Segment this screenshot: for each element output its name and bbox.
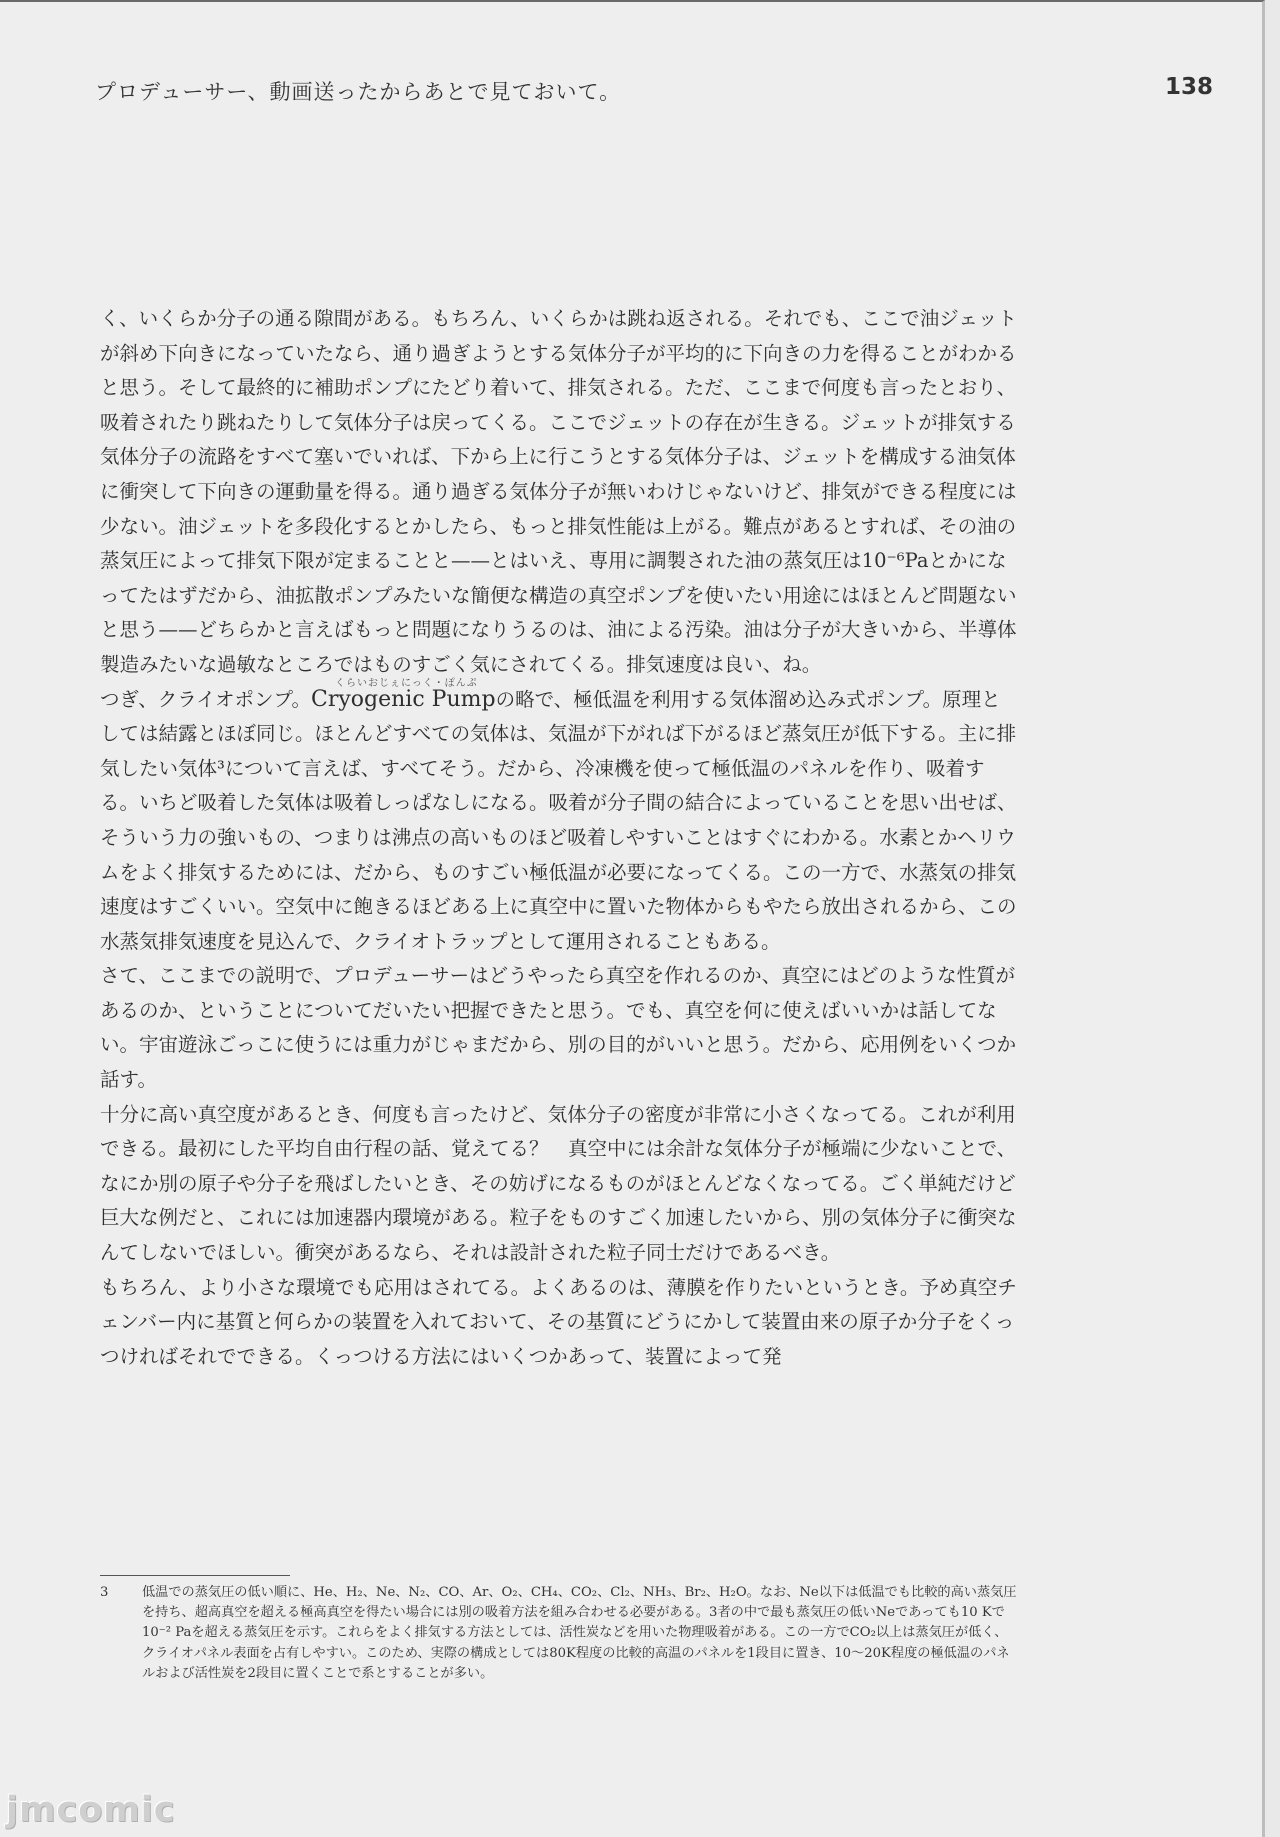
paragraph-1: く、いくらか分子の通る隙間がある。もちろん、いくらかは跳ね返される。それでも、ここで油ジェットが斜め下向きになっていたなら、通り過ぎようとする気体分子が平均的に下向きの力を得ることがわかると思う。そして最終的に補助ポンプにたどり着いて、排気される。ただ、ここまで何度も言ったとおり、吸着されたり跳ねたりして気体分子は戻ってくる。ここでジェットの存在が生きる。ジェットが排気する気体分子の流路をすべて塞いでいれば、下から上に行こうとする気体分子は、ジェットを構成する油気体に衝突して下向きの運動量を得る。通り過ぎる気体分子が無いわけじゃないけど、排気ができる程度には少ない。油ジェットを多段化するとかしたら、もっと排気性能は上がる。難点があるとすれば、その油の蒸気圧によって排気下限が定まることと——とはいえ、専用に調製された油の蒸気圧は10⁻⁶Paとかになってたはずだから、油拡散ポンプみたいな簡便な構造の真空ポンプを使いたい用途にはほとんど問題ないと思う——どちらかと言えばもっと問題になりうるのは、油による汚染。油は分子が大きいから、半導体製造みたいな過敏なところではものすごく気にされてくる。排気速度は良い、ね。 [100,307,1017,676]
paragraph-5: もちろん、より小さな環境でも応用はされてる。よくあるのは、薄膜を作りたいというとき。予め真空チェンバー内に基質と何らかの装置を入れておいて、その基質にどうにかして装置由来の原子か分子をくっつければそれでできる。くっつける方法にはいくつかあって、装置によって発 [100,1275,1017,1368]
body-text [100,302,1020,1374]
cryogenic-pump-term: Cryogenic Pump [311,686,496,712]
paragraph-2-rest: の略で、極低温を利用する気体溜め込み式ポンプ。原理としては結露とほぼ同じ。ほとんどすべての気体は、気温が下がれば下がるほど蒸気圧が低下する。主に排気したい気体³について言えば、すべてそう。だから、冷凍機を使って極低温のパネルを作り、吸着する。いちど吸着した気体は吸着しっぱなしになる。吸着が分子間の結合によっていることを思い出せば、そういう力の強いもの、つまりは沸点の高いものほど吸着しやすいことはすぐにわかる。水素とかヘリウムをよく排気するためには、だから、ものすごい極低温が必要になってくる。この一方で、水蒸気の排気速度はすごくいい。空気中に飽きるほどある上に真空中に置いた物体からもやたら放出されるから、この水蒸気排気速度を見込んで、クライオトラップとして運用されることもある。 [100,687,1017,953]
footnote-text: 低温での蒸気圧の低い順に、He、H₂、Ne、N₂、CO、Ar、O₂、CH₄、CO₂、Cl₂、NH₃、Br₂、H₂O。なお、Ne以下は低温でも比較的高い蒸気圧を持ち、超高真空を超える極高真空を得たい場合には別の吸着方法を組み合わせる必要がある。3者の中で最も蒸気圧の低いNeであっても10 Kで10⁻² Paを超える蒸気圧を示す。これらをよく排気する方法としては、活性炭などを用いた物理吸着がある。この一方でCO₂以上は蒸気圧が低く、クライオパネル表面を占有しやすい。このため、実際の構成としては80K程度の比較的高温のパネルを1段目に置き、10〜20K程度の極低温のパネルおよび活性炭を2段目に置くことで系とすることが多い。 [142,1585,1017,1681]
paragraph-2 [100,677,1020,960]
footnote-divider [100,1575,290,1576]
paragraph-4: 十分に高い真空度があるとき、何度も言ったけど、気体分子の密度が非常に小さくなってる。これが利用できる。最初にした平均自由行程の話、覚えてる？ 真空中には余計な気体分子が極端に少ないことで、なにか別の原子や分子を飛ばしたいとき、その妨げになるものがほとんどなくなってる。ごく単純だけど巨大な例だと、これには加速器内環境がある。粒子をものすごく加速したいから、別の気体分子に衝突なんてしないでほしい。衝突があるなら、それは設計された粒子同士だけであるべき。 [100,1102,1017,1265]
footnote [100,1583,1020,1684]
page-number: 138 [1165,74,1214,100]
paragraph-2-lead: つぎ、クライオポンプ。 [100,687,311,711]
paragraph-3: さて、ここまでの説明で、プロデューサーはどうやったら真空を作れるのか、真空にはどのような性質があるのか、ということについてだいたい把握できたと思う。でも、真空を何に使えばいいかは話してない。宇宙遊泳ごっこに使うには重力がじゃまだから、別の目的がいいと思う。だから、応用例をいくつか話す。 [100,964,1017,1092]
watermark-logo: jmcomic [6,1790,176,1830]
ruby-annotation: くらいおじぇにっく・ぽんぷ [335,677,478,689]
footnote-number: 3 [100,1585,109,1600]
running-header: プロデューサー、動画送ったからあとで見ておいて。 [95,80,622,104]
